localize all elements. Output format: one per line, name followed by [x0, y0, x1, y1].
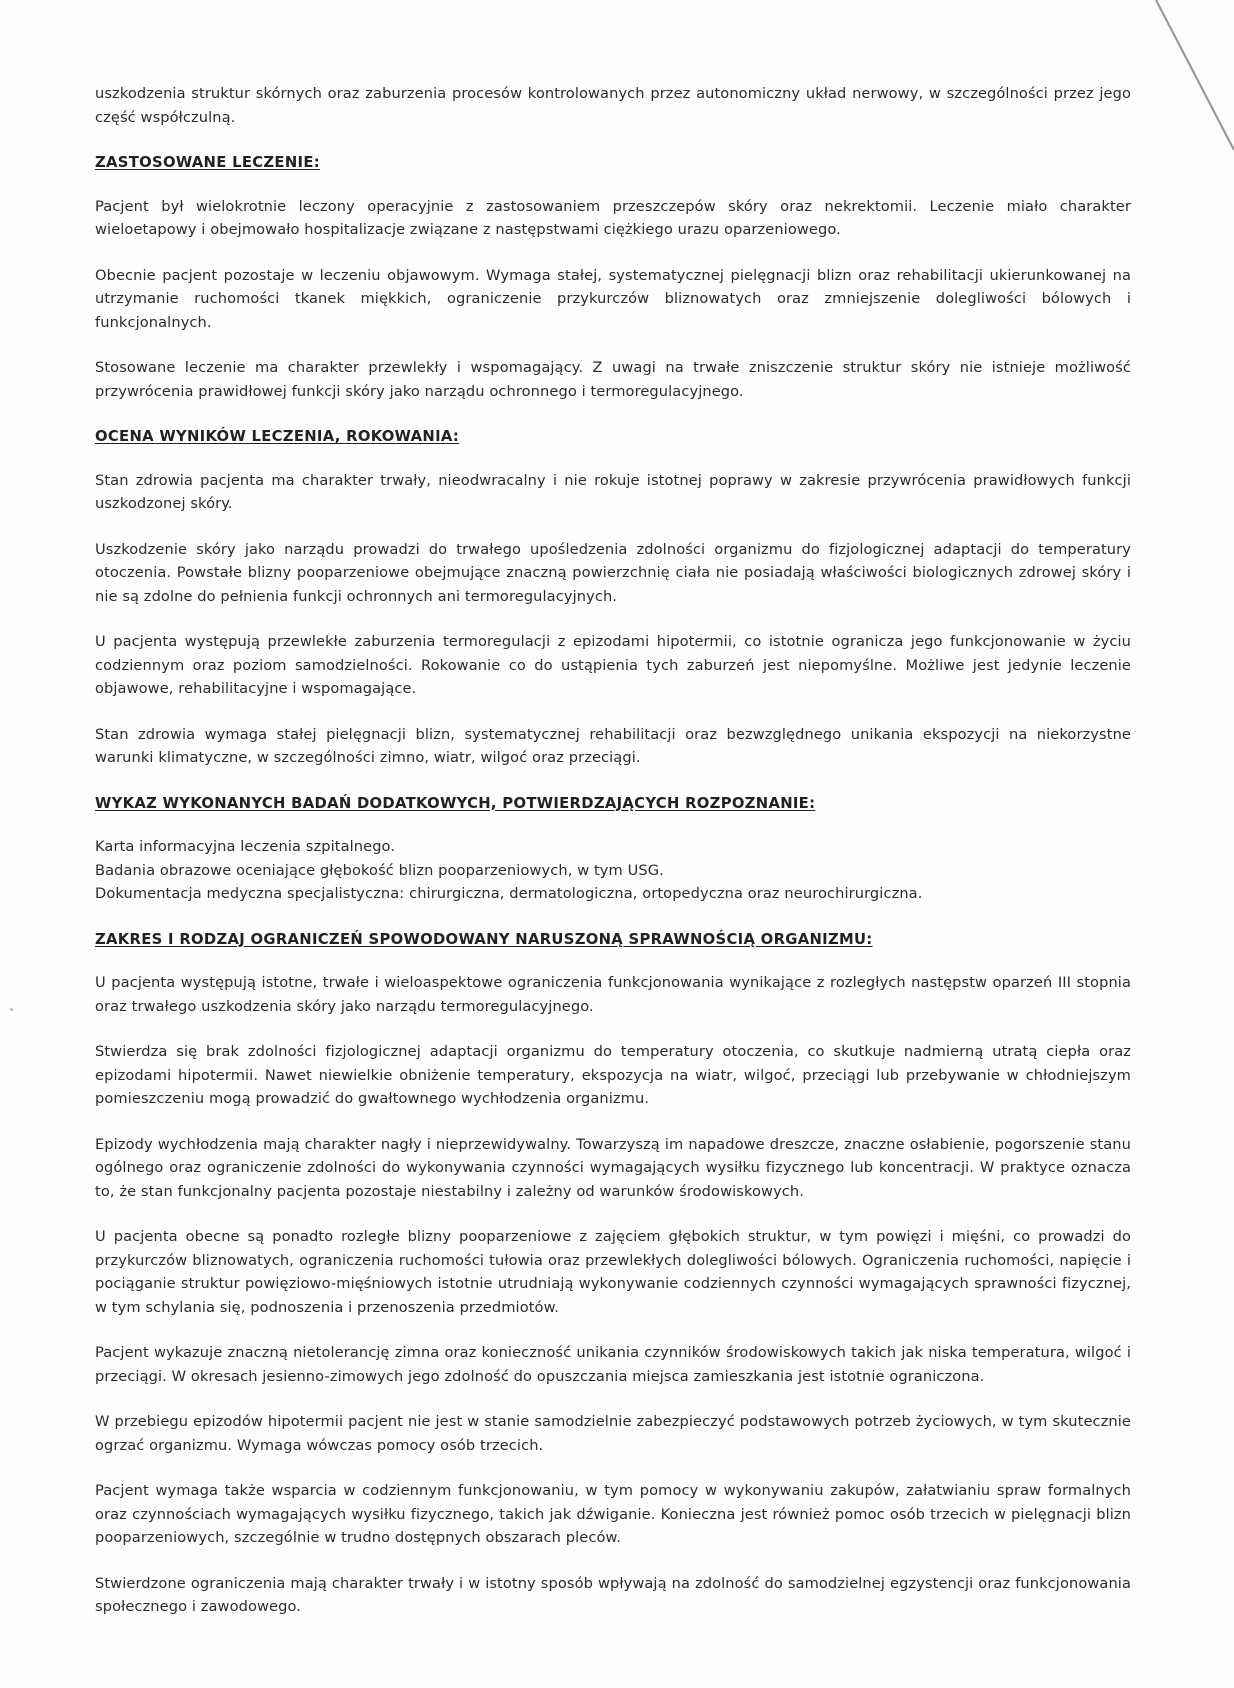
leczenie-paragraph-1: Pacjent był wielokrotnie leczony operacyjnie z zastosowaniem przeszczepów skóry oraz nekrektomii. Leczenie miało charakter wieloetapowy i obejmowało hospitalizacje związane z następstwami ciężkiego urazu oparzeniowego.: [95, 197, 1131, 238]
ocena-paragraph-3: U pacjenta występują przewlekłe zaburzenia termoregulacji z epizodami hipotermii, co istotnie ogranicza jego funkcjonowanie w życiu codziennym oraz poziom samodzielności. Rokowanie co do ustąpienia tych zaburzeń jest niepomyślne. Możliwe jest jedynie leczenie objawowe, rehabilitacyjne i wspomagające.: [95, 633, 1131, 697]
badania-item: Karta informacyjna leczenia szpitalnego.: [95, 838, 396, 855]
section-zastosowane-leczenie: [95, 151, 1131, 403]
section-heading-ocena: OCENA WYNIKÓW LECZENIA, ROKOWANIA:: [95, 428, 460, 445]
ograniczenia-paragraph-6: W przebiegu epizodów hipotermii pacjent nie jest w stanie samodzielnie zabezpieczyć podstawowych potrzeb życiowych, w tym skutecznie ogrzać organizmu. Wymaga wówczas pomocy osób trzecich.: [95, 1413, 1131, 1454]
leczenie-paragraph-3: Stosowane leczenie ma charakter przewlekły i wspomagający. Z uwagi na trwałe zniszczenie struktur skóry nie istnieje możliwość przywrócenia prawidłowej funkcji skóry jako narządu ochronnego i termoregulacyjnego.: [95, 359, 1131, 400]
document-body: [95, 82, 1131, 1641]
ocena-paragraph-4: Stan zdrowia wymaga stałej pielęgnacji blizn, systematycznej rehabilitacji oraz bezwzględnego unikania ekspozycji na niekorzystne warunki klimatyczne, w szczególności zimno, wiatr, wilgoć oraz przeciągi.: [95, 725, 1131, 766]
scan-edge-line: [1114, 0, 1234, 160]
intro-paragraph: uszkodzenia struktur skórnych oraz zaburzenia procesów kontrolowanych przez autonomiczny układ nerwowy, w szczególności przez jego część współczulną.: [95, 85, 1131, 126]
badania-item: Dokumentacja medyczna specjalistyczna: chirurgiczna, dermatologiczna, ortopedyczna oraz neurochirurgiczna.: [95, 885, 923, 902]
ocena-paragraph-2: Uszkodzenie skóry jako narządu prowadzi do trwałego upośledzenia zdolności organizmu do fizjologicznej adaptacji do temperatury otoczenia. Powstałe blizny pooparzeniowe obejmujące znaczną powierzchnię ciała nie posiadają właściwości biologicznych zdrowej skóry i nie są zdolne do pełnienia funkcji ochronnych ani termoregulacyjnych.: [95, 540, 1131, 605]
ograniczenia-paragraph-1: U pacjenta występują istotne, trwałe i wieloaspektowe ograniczenia funkcjonowania wynikające z rozległych następstw oparzeń III stopnia oraz trwałego uszkodzenia skóry jako narządu termoregulacyjnego.: [95, 974, 1131, 1015]
section-heading-badania: WYKAZ WYKONANYCH BADAŃ DODATKOWYCH, POTWIERDZAJĄCYCH ROZPOZNANIE:: [95, 794, 816, 812]
ograniczenia-paragraph-4: U pacjenta obecne są ponadto rozległe blizny pooparzeniowe z zajęciem głębokich struktur, w tym powięzi i mięśni, co prowadzi do przykurczów bliznowatych, ograniczenia ruchomości tułowia oraz przewlekłych dolegliwości bólowych. Ograniczenia ruchomości, napięcie i pociąganie struktur powięziowo-mięśniowych istotnie utrudniają wykonywanie codziennych czynności wymagających sprawności fizycznej, w tym schylania się, podnoszenia i przenoszenia przedmiotów.: [95, 1228, 1131, 1316]
scan-speck: [10, 1008, 13, 1011]
section-zakres-ograniczen: [95, 928, 1131, 1619]
ograniczenia-paragraph-2: Stwierdza się brak zdolności fizjologicznej adaptacji organizmu do temperatury otoczenia, co skutkuje nadmierną utratą ciepła oraz epizodami hipotermii. Nawet niewielkie obniżenie temperatury, ekspozycja na wiatr, wilgoć, przeciągi lub przebywanie w chłodniejszym pomieszczeniu mogą prowadzić do gwałtownego wychłodzenia organizmu.: [95, 1043, 1131, 1107]
section-ocena-wynikow: [95, 425, 1131, 770]
section-wykaz-badan: [95, 792, 1131, 906]
ograniczenia-paragraph-7: Pacjent wymaga także wsparcia w codziennym funkcjonowaniu, w tym pomocy w wykonywaniu zakupów, załatwianiu spraw formalnych oraz czynnościach wymagających wysiłku fizycznego, takich jak dźwiganie. Konieczna jest również pomoc osób trzecich w pielęgnacji blizn pooparzeniowych, szczególnie w trudno dostępnych obszarach pleców.: [95, 1482, 1131, 1546]
ograniczenia-paragraph-8: Stwierdzone ograniczenia mają charakter trwały i w istotny sposób wpływają na zdolność do samodzielnej egzystencji oraz funkcjonowania społecznego i zawodowego.: [95, 1574, 1131, 1615]
section-heading-leczenie: ZASTOSOWANE LECZENIE:: [95, 154, 320, 171]
ograniczenia-paragraph-3: Epizody wychłodzenia mają charakter nagły i nieprzewidywalny. Towarzyszą im napadowe dreszcze, znaczne osłabienie, pogorszenie stanu ogólnego oraz ograniczenie zdolności do wykonywania czynności wymagających wysiłku fizycznego lub koncentracji. W praktyce oznacza to, że stan funkcjonalny pacjenta pozostaje niestabilny i zależny od warunków środowiskowych.: [95, 1135, 1131, 1200]
ocena-paragraph-1: Stan zdrowia pacjenta ma charakter trwały, nieodwracalny i nie rokuje istotnej poprawy w zakresie przywrócenia prawidłowych funkcji uszkodzonej skóry.: [95, 471, 1131, 512]
badania-item: Badania obrazowe oceniające głębokość blizn pooparzeniowych, w tym USG.: [95, 861, 664, 879]
leczenie-paragraph-2: Obecnie pacjent pozostaje w leczeniu objawowym. Wymaga stałej, systematycznej pielęgnacji blizn oraz rehabilitacji ukierunkowanej na utrzymanie ruchomości tkanek miękkich, ograniczenie przykurczów bliznowatych oraz zmniejszenie dolegliwości bólowych i funkcjonalnych.: [95, 266, 1131, 331]
ograniczenia-paragraph-5: Pacjent wykazuje znaczną nietolerancję zimna oraz konieczność unikania czynników środowiskowych takich jak niska temperatura, wilgoć i przeciągi. W okresach jesienno-zimowych jego zdolność do opuszczania miejsca zamieszkania jest istotnie ograniczona.: [95, 1344, 1131, 1385]
section-heading-ograniczenia: ZAKRES I RODZAJ OGRANICZEŃ SPOWODOWANY NARUSZONĄ SPRAWNOŚCIĄ ORGANIZMU:: [95, 930, 873, 948]
